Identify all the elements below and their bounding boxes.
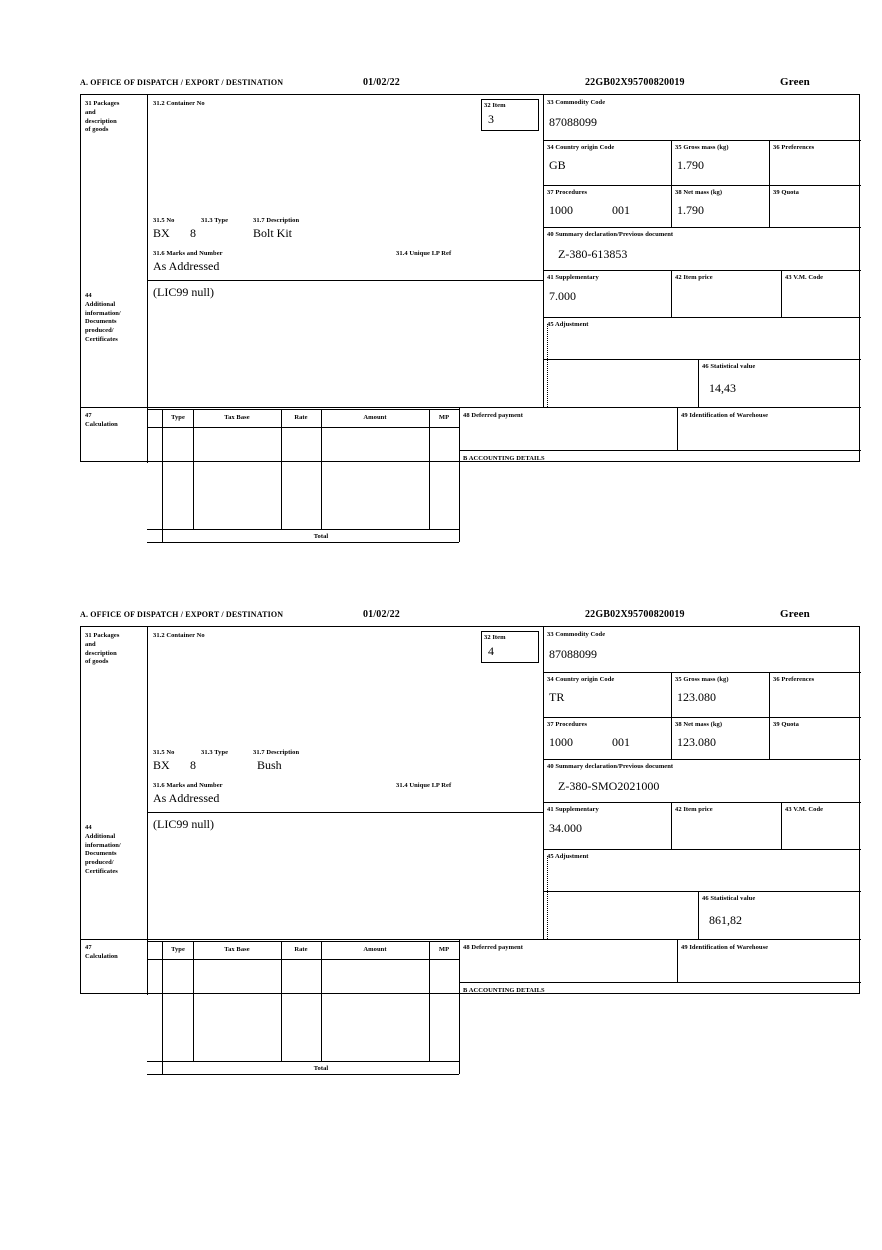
route-lane: Green xyxy=(780,76,810,88)
box48-deferred-payment-label: 48 Deferred payment xyxy=(463,412,523,419)
declaration-box xyxy=(80,626,860,1072)
box39-quota-label: 39 Quota xyxy=(773,189,799,196)
statistical-value: 861,82 xyxy=(709,913,742,927)
column-header-mp: MP xyxy=(438,414,450,421)
packages-type-value: BX xyxy=(153,758,170,772)
column-header-type: Type xyxy=(171,946,185,953)
previous-document-value: Z-380-613853 xyxy=(558,247,628,261)
box32-item-number xyxy=(481,631,539,663)
box41-supplementary-label: 41 Supplementary xyxy=(547,274,599,281)
office-of-dispatch-label: A. OFFICE OF DISPATCH / EXPORT / DESTINATION xyxy=(80,78,284,87)
box32-item-number xyxy=(481,99,539,131)
box47-label: 47 Calculation xyxy=(85,412,118,428)
declaration-sheet-2 xyxy=(80,608,862,1072)
box32-label: 32 Item xyxy=(484,634,506,641)
box36-preferences-label: 36 Preferences xyxy=(773,676,815,683)
column-header-tax-base: Tax Base xyxy=(224,946,250,953)
box49-warehouse-label: 49 Identification of Warehouse xyxy=(681,944,769,951)
column-header-amount: Amount xyxy=(363,946,387,953)
box43-vm-code-label: 43 V.M. Code xyxy=(785,806,824,813)
box47-label: 47 Calculation xyxy=(85,944,118,960)
packages-no-value: 8 xyxy=(190,226,196,240)
marks-and-number-value: As Addressed xyxy=(153,791,220,805)
packages-type-value: BX xyxy=(153,226,170,240)
box31-2-container-no-label: 31.2 Container No xyxy=(153,632,205,639)
box37-procedures-label: 37 Procedures xyxy=(547,189,588,196)
previous-document-value: Z-380-SMO2021000 xyxy=(558,779,660,793)
declaration-sheet-1 xyxy=(80,76,862,540)
box46-statistical-value-label: 46 Statistical value xyxy=(702,895,756,902)
box43-vm-code-label: 43 V.M. Code xyxy=(785,274,824,281)
movement-reference-number: 22GB02X95700820019 xyxy=(585,609,685,620)
procedures-value: 1000 xyxy=(549,203,573,217)
box40-previous-document-label: 40 Summary declaration/Previous document xyxy=(547,231,674,238)
sheet-header xyxy=(80,78,862,94)
box33-commodity-code-label: 33 Commodity Code xyxy=(547,99,606,106)
calculation-total-label: Total xyxy=(313,1065,329,1072)
net-mass-value: 123.080 xyxy=(677,735,716,749)
box31-7-description-label: 31.7 Description xyxy=(253,217,300,224)
gross-mass-value: 1.790 xyxy=(677,158,704,172)
box31-3-type-label: 31.3 Type xyxy=(201,217,229,224)
packages-no-value: 8 xyxy=(190,758,196,772)
box34-country-origin-label: 34 Country origin Code xyxy=(547,144,615,151)
column-header-tax-base: Tax Base xyxy=(224,414,250,421)
declaration-date: 01/02/22 xyxy=(363,609,400,620)
box31-4-unique-ip-ref-label: 31.4 Unique I.P Ref xyxy=(396,250,452,257)
supplementary-value: 34.000 xyxy=(549,821,582,835)
office-of-dispatch-label: A. OFFICE OF DISPATCH / EXPORT / DESTINATION xyxy=(80,610,284,619)
box31-5-no-label: 31.5 No xyxy=(153,217,175,224)
box31-label: 31 Packages and description of goods xyxy=(85,632,120,666)
column-header-rate: Rate xyxy=(294,946,308,953)
box49-warehouse-label: 49 Identification of Warehouse xyxy=(681,412,769,419)
box-b-accounting-details-label: B ACCOUNTING DETAILS xyxy=(463,987,545,994)
additional-information-value: (LIC99 null) xyxy=(153,285,214,299)
declaration-date: 01/02/22 xyxy=(363,77,400,88)
commodity-code-value: 87088099 xyxy=(549,647,597,661)
box31-2-container-no-label: 31.2 Container No xyxy=(153,100,205,107)
box38-net-mass-label: 38 Net mass (kg) xyxy=(675,189,723,196)
box37-procedures-label: 37 Procedures xyxy=(547,721,588,728)
box31-4-unique-ip-ref-label: 31.4 Unique I.P Ref xyxy=(396,782,452,789)
procedures-extra-value: 001 xyxy=(612,735,630,749)
column-header-type: Type xyxy=(171,414,185,421)
box44-label: 44 Additional information/ Documents produced/ Certificates xyxy=(85,292,121,343)
route-lane: Green xyxy=(780,608,810,620)
box31-3-type-label: 31.3 Type xyxy=(201,749,229,756)
box46-statistical-value-label: 46 Statistical value xyxy=(702,363,756,370)
procedures-extra-value: 001 xyxy=(612,203,630,217)
item-number-value: 4 xyxy=(488,643,494,658)
box36-preferences-label: 36 Preferences xyxy=(773,144,815,151)
box33-commodity-code-label: 33 Commodity Code xyxy=(547,631,606,638)
commodity-code-value: 87088099 xyxy=(549,115,597,129)
box-b-accounting-details-label: B ACCOUNTING DETAILS xyxy=(463,455,545,462)
column-header-rate: Rate xyxy=(294,414,308,421)
gross-mass-value: 123.080 xyxy=(677,690,716,704)
calculation-total-label: Total xyxy=(313,533,329,540)
additional-information-value: (LIC99 null) xyxy=(153,817,214,831)
country-origin-code-value: TR xyxy=(549,690,565,704)
box40-previous-document-label: 40 Summary declaration/Previous document xyxy=(547,763,674,770)
box39-quota-label: 39 Quota xyxy=(773,721,799,728)
box44-label: 44 Additional information/ Documents produced/ Certificates xyxy=(85,824,121,875)
column-header-mp: MP xyxy=(438,946,450,953)
box42-item-price-label: 42 Item price xyxy=(675,274,713,281)
box34-country-origin-label: 34 Country origin Code xyxy=(547,676,615,683)
box32-label: 32 Item xyxy=(484,102,506,109)
statistical-value: 14,43 xyxy=(709,381,736,395)
box38-net-mass-label: 38 Net mass (kg) xyxy=(675,721,723,728)
box31-6-marks-label: 31.6 Marks and Number xyxy=(153,250,223,257)
marks-and-number-value: As Addressed xyxy=(153,259,220,273)
box31-label: 31 Packages and description of goods xyxy=(85,100,120,134)
box31-7-description-label: 31.7 Description xyxy=(253,749,300,756)
box31-6-marks-label: 31.6 Marks and Number xyxy=(153,782,223,789)
sheet-header xyxy=(80,610,862,626)
supplementary-value: 7.000 xyxy=(549,289,576,303)
box45-adjustment-label: 45 Adjustment xyxy=(547,321,589,328)
procedures-value: 1000 xyxy=(549,735,573,749)
packages-description-value: Bolt Kit xyxy=(253,226,293,240)
declaration-box xyxy=(80,94,860,540)
box42-item-price-label: 42 Item price xyxy=(675,806,713,813)
country-origin-code-value: GB xyxy=(549,158,566,172)
box48-deferred-payment-label: 48 Deferred payment xyxy=(463,944,523,951)
box35-gross-mass-label: 35 Gross mass (kg) xyxy=(675,144,729,151)
item-number-value: 3 xyxy=(488,111,494,126)
movement-reference-number: 22GB02X95700820019 xyxy=(585,77,685,88)
net-mass-value: 1.790 xyxy=(677,203,704,217)
box45-adjustment-label: 45 Adjustment xyxy=(547,853,589,860)
box31-5-no-label: 31.5 No xyxy=(153,749,175,756)
column-header-amount: Amount xyxy=(363,414,387,421)
box41-supplementary-label: 41 Supplementary xyxy=(547,806,599,813)
box35-gross-mass-label: 35 Gross mass (kg) xyxy=(675,676,729,683)
packages-description-value: Bush xyxy=(257,758,282,772)
